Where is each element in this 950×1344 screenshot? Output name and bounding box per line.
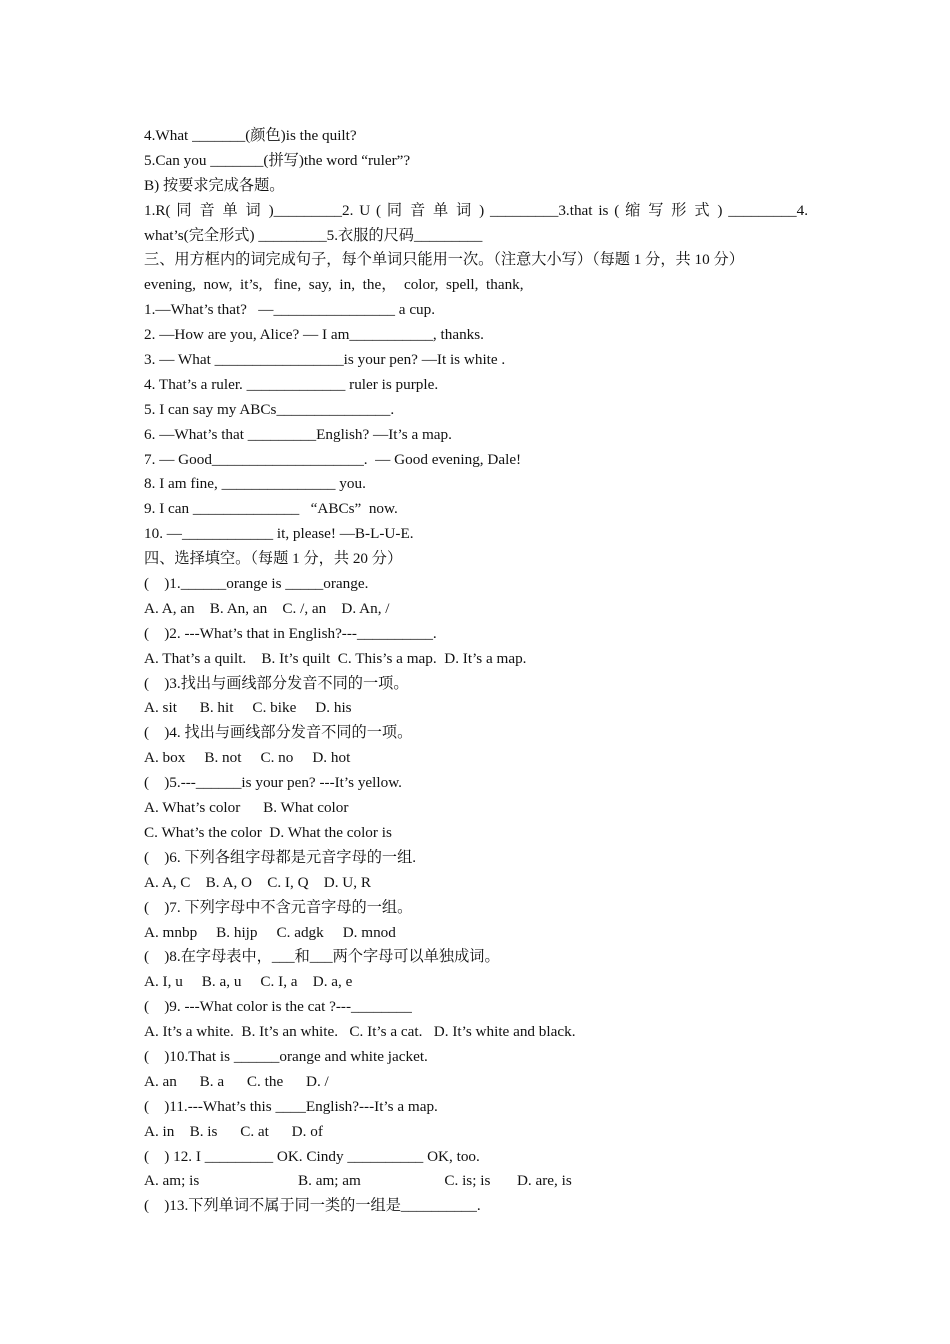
answer-options: A. box B. not C. no D. hot	[144, 749, 351, 767]
answer-options: A. It’s a white. B. It’s an white. C. It’s a cat. D. It’s white and black.	[144, 1023, 576, 1041]
answer-options: A. an B. a C. the D. /	[144, 1072, 329, 1090]
text-line: what’s(完全形式) _________5.衣服的尺码_________	[144, 226, 483, 244]
question-line: ( )1.______orange is _____orange.	[144, 575, 369, 593]
question-line: ( )3.找出与画线部分发音不同的一项。	[144, 674, 409, 692]
question-line: ( )6. 下列各组字母都是元音字母的一组.	[144, 848, 417, 866]
answer-options: A. A, an B. An, an C. /, an D. An, /	[144, 599, 390, 617]
question-line: 10. —____________ it, please! —B-L-U-E.	[144, 525, 414, 543]
question-line: ( )9. ---What color is the cat ?---________	[144, 998, 412, 1016]
question-line: ( )7. 下列字母中不含元音字母的一组。	[144, 898, 413, 916]
text-line: 4.What _______(颜色)is the quilt?	[144, 127, 357, 144]
answer-options: A. in B. is C. at D. of	[144, 1122, 323, 1140]
answer-options: A. What’s color B. What color	[144, 799, 349, 817]
answer-options: A. mnbp B. hijp C. adgk D. mnod	[144, 923, 396, 941]
word-box: evening, now, it’s, fine, say, in, the， color, spell, thank,	[144, 276, 524, 294]
question-line: 5. I can say my ABCs_______________.	[144, 400, 395, 418]
section-heading: 四、选择填空。（每题 1 分，共 20 分）	[144, 550, 403, 568]
question-line: ( )4. 找出与画线部分发音不同的一项。	[144, 724, 413, 742]
question-line: ( )10.That is ______orange and white jacket.	[144, 1047, 428, 1065]
section-heading: 三、用方框内的词完成句子，每个单词只能用一次。（注意大小写）（每题 1 分，共 10 分）	[144, 251, 744, 269]
answer-options: A. A, C B. A, O C. I, Q D. U, R	[144, 873, 371, 891]
question-line: 1.—What’s that? —________________ a cup.	[144, 301, 436, 319]
question-line: ( )8.在字母表中，___和___两个字母可以单独成词。	[144, 948, 500, 966]
question-line: 7. — Good____________________. — Good evening, Dale!	[144, 450, 522, 468]
worksheet-page	[144, 124, 808, 1219]
question-line: ( )13.下列单词不属于同一类的一组是__________.	[144, 1197, 481, 1215]
answer-options: C. What’s the color D. What the color is	[144, 823, 392, 841]
question-line: 9. I can ______________ “ABCs” now.	[144, 500, 398, 518]
question-line: ( )5.---______is your pen? ---It’s yellow.	[144, 774, 402, 792]
text-line: 5.Can you _______(拼写)the word “ruler”?	[144, 151, 411, 169]
answer-options: A. sit B. hit C. bike D. his	[144, 699, 352, 717]
question-line: 8. I am fine, _______________ you.	[144, 475, 366, 493]
answer-options: A. That’s a quilt. B. It’s quilt C. This’s a map. D. It’s a map.	[144, 649, 527, 667]
question-line: ( )2. ---What’s that in English?---__________.	[144, 624, 437, 642]
question-line: ( ) 12. I _________ OK. Cindy __________ OK, too.	[144, 1147, 480, 1165]
question-line: ( )11.---What’s this ____English?---It’s a map.	[144, 1097, 438, 1115]
text-line: 1.R( 同 音 单 词 )_________2. U ( 同 音 单 词 ) _________3.that is ( 缩 写 形 式 ) _________4.	[144, 201, 808, 219]
question-line: 2. —How are you, Alice? — I am___________, thanks.	[144, 326, 484, 344]
question-line: 4. That’s a ruler. _____________ ruler is purple.	[144, 375, 439, 393]
section-heading: B) 按要求完成各题。	[144, 176, 285, 194]
answer-options: A. I, u B. a, u C. I, a D. a, e	[144, 973, 353, 991]
answer-options: A. am; is B. am; am C. is; is D. are, is	[144, 1172, 572, 1190]
question-line: 6. —What’s that _________English? —It’s a map.	[144, 425, 452, 443]
question-line: 3. — What _________________is your pen? —It is white .	[144, 351, 506, 369]
